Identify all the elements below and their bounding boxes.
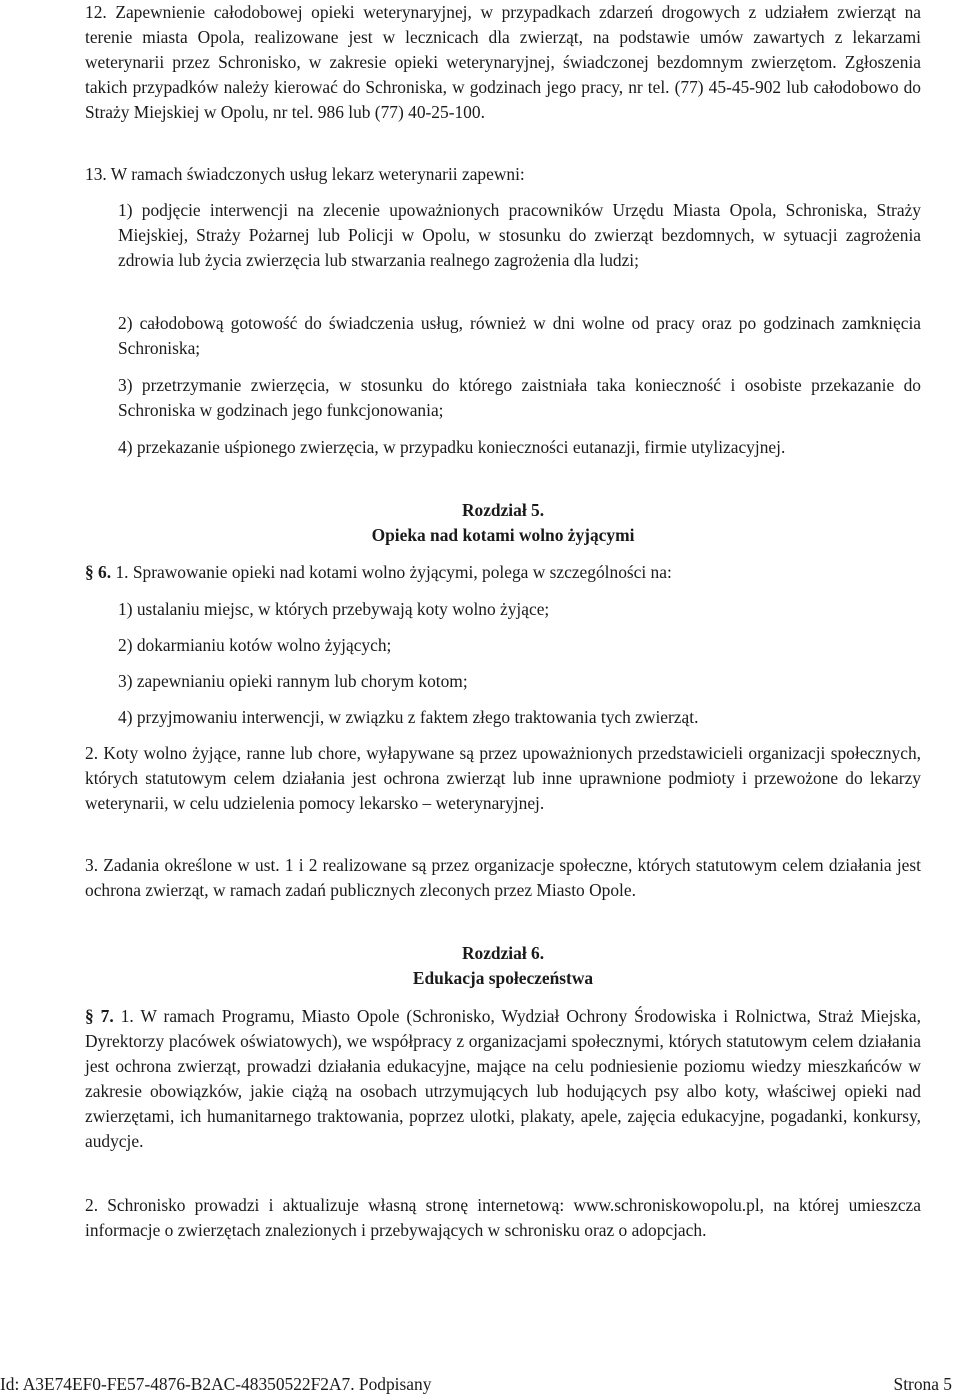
paragraph-13-item-1: 1) podjęcie interwencji na zlecenie upoważnionych pracowników Urzędu Miasta Opola, Schroniska, Straży Miejskiej, Straży Pożarnej lub Policji w Opolu, w stosunku do zwierząt bezdomnych, w sytuacji zagrożenia zdrowia lub życia zwierzęcia lub stwarzania realnego zagrożenia dla ludzi; (118, 200, 921, 270)
section-6-item-3: 3) zapewnianiu opieki rannym lub chorym kotom; (118, 671, 468, 691)
section-6-paragraph-2: 2. Koty wolno żyjące, ranne lub chore, wyłapywane są przez upoważnionych przedstawicieli organizacji społecznych, których statutowym celem działania jest ochrona zwierząt lub inne uprawnione podmioty i przewożone do lekarzy weterynarii, w celu udzielenia pomocy lekarsko – weterynaryjnej. (85, 743, 921, 813)
section-6-item-4: 4) przyjmowaniu interwencji, w związku z faktem złego traktowania tych zwierząt. (118, 707, 699, 727)
paragraph-13-item-4: 4) przekazanie uśpionego zwierzęcia, w przypadku konieczności eutanazji, firmie utylizacyjnej. (118, 437, 786, 457)
section-6-number: § 6. (85, 562, 112, 582)
page-footer (0, 1372, 960, 1396)
section-6-paragraph-1-text: 1. Sprawowanie opieki nad kotami wolno żyjącymi, polega w szczególności na: (115, 562, 672, 582)
chapter-6-title: Edukacja społeczeństwa (412, 968, 594, 988)
section-6-item-2: 2) dokarmianiu kotów wolno żyjących; (118, 635, 392, 655)
page-number: Strona 5 (893, 1374, 952, 1394)
chapter-5-label: Rozdział 5. (461, 500, 545, 520)
section-6-item-1: 1) ustalaniu miejsc, w których przebywają koty wolno żyjące; (118, 599, 550, 619)
section-7-paragraph-1 (85, 1004, 921, 1154)
paragraph-13-item-2: 2) całodobową gotowość do świadczenia usług, również w dni wolne od pracy oraz po godzinach zamknięcia Schroniska; (118, 313, 921, 358)
paragraph-13-item-3: 3) przetrzymanie zwierzęcia, w stosunku do którego zaistniała taka konieczność i osobiste przekazanie do Schroniska w godzinach jego funkcjonowania; (118, 375, 921, 420)
chapter-5-title: Opieka nad kotami wolno żyjącymi (371, 525, 635, 545)
paragraph-13: 13. W ramach świadczonych usług lekarz weterynarii zapewni: (85, 164, 525, 184)
section-7-paragraph-1-text: 1. W ramach Programu, Miasto Opole (Schronisko, Wydział Ochrony Środowiska i Rolnictwa, Straż Miejska, Dyrektorzy placówek oświatowych), we współpracy z organizacjami społecznymi, których statutowym celem działania jest ochrona zwierząt, prowadzi działania edukacyjne, mające na celu podniesienie poziomu wiedzy mieszkańców w zakresie obowiązków, jakie ciążą na osobach utrzymujących lub hodujących psy albo koty, właściwej opieki nad zwierzętami, ich humanitarnego traktowania, poprzez ulotki, plakaty, apele, zajęcia edukacyjne, pogadanki, konkursy, audycje. (85, 1006, 921, 1151)
section-7-number: § 7. (85, 1006, 114, 1026)
section-6-paragraph-1 (85, 560, 921, 585)
section-6-paragraph-3: 3. Zadania określone w ust. 1 i 2 realizowane są przez organizacje społeczne, których statutowym celem działania jest ochrona zwierząt, w ramach zadań publicznych zleconych przez Miasto Opole. (85, 855, 921, 900)
paragraph-12: 12. Zapewnienie całodobowej opieki weterynaryjnej, w przypadkach zdarzeń drogowych z udziałem zwierząt na terenie miasta Opola, realizowane jest w lecznicach dla zwierząt, na podstawie umów zawartych z lekarzami weterynarii przez Schronisko, w zakresie opieki weterynaryjnej, świadczonej bezdomnym zwierzętom. Zgłoszenia takich przypadków należy kierować do Schroniska, w godzinach jego pracy, nr tel. (77) 45-45-902 lub całodobowo do Straży Miejskiej w Opolu, nr tel. 986 lub (77) 40-25-100. (85, 2, 921, 122)
document-id: Id: A3E74EF0-FE57-4876-B2AC-48350522F2A7. Podpisany (0, 1374, 432, 1394)
chapter-6-label: Rozdział 6. (461, 943, 545, 963)
section-7-paragraph-2: 2. Schronisko prowadzi i aktualizuje własną stronę internetową: www.schroniskowopolu.pl, na której umieszcza informacje o zwierzętach znalezionych i przebywających w schronisku oraz o adopcjach. (85, 1195, 921, 1240)
